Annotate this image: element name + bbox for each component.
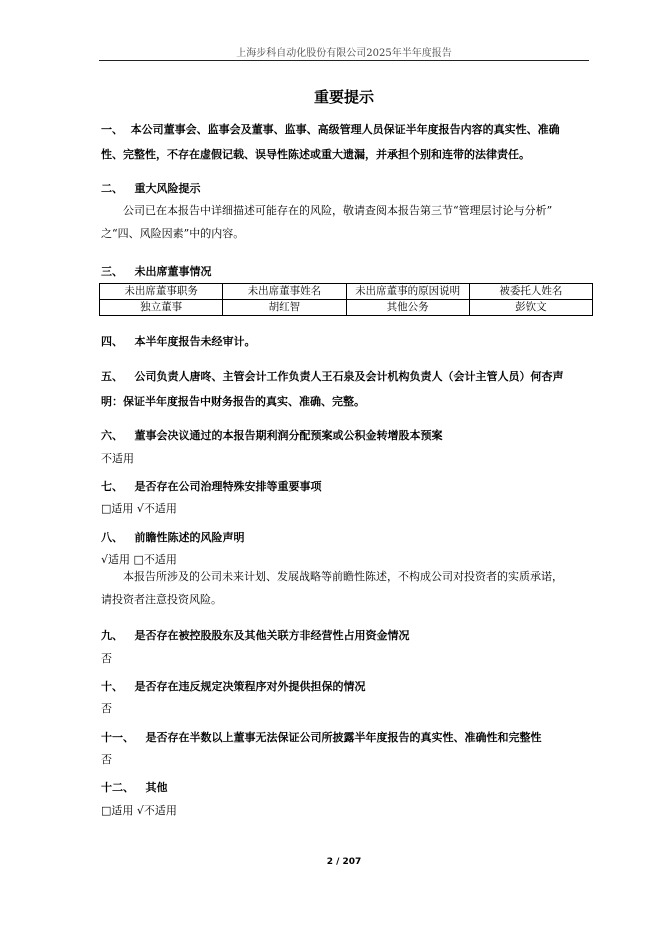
section-6-answer: 不适用 [101, 452, 134, 465]
section-12-heading [101, 779, 168, 795]
section-5 [101, 364, 593, 414]
table-header-cell: 未出席董事的原因说明 [346, 284, 469, 300]
page-title: 重要提示 [313, 88, 374, 106]
section-9-number: 九、 [101, 629, 123, 642]
section-10-heading [101, 678, 366, 694]
table-header-cell: 被委托人姓名 [469, 284, 592, 300]
section-2-text-line-1: 公司已在本报告中详细描述可能存在的风险，敬请查阅本报告第三节“管理层讨论与分析” [123, 204, 553, 217]
section-1 [101, 117, 593, 167]
table-cell: 胡红智 [223, 300, 346, 316]
section-8-heading [101, 529, 245, 545]
section-7-heading [101, 478, 322, 494]
section-12-number: 十二、 [101, 781, 134, 794]
section-9-heading [101, 627, 410, 643]
section-12-answer: □适用 √不适用 [101, 804, 177, 817]
section-4-heading [101, 333, 256, 349]
section-8-text-line-2: 请投资者注意投资风险。 [101, 593, 222, 606]
section-6-number: 六、 [101, 429, 123, 442]
section-8-text-line-1: 本报告所涉及的公司未来计划、发展战略等前瞻性陈述，不构成公司对投资者的实质承诺， [123, 570, 563, 583]
section-11-answer: 否 [101, 753, 112, 766]
section-8-number: 八、 [101, 531, 123, 544]
section-3-number: 三、 [101, 265, 123, 278]
section-1-number: 一、 [101, 123, 123, 136]
section-7-title: 是否存在公司治理特殊安排等重要事项 [134, 480, 322, 493]
section-1-line-2: 性、完整性，不存在虚假记载、误导性陈述或重大遗漏，并承担个别和连带的法律责任。 [101, 148, 530, 161]
page-number: 2 / 207 [326, 857, 362, 867]
section-7-answer: □适用 √不适用 [101, 502, 177, 515]
section-5-line-2: 明：保证半年度报告中财务报告的真实、准确、完整。 [101, 395, 365, 408]
section-4-number: 四、 [101, 335, 123, 348]
section-10-title: 是否存在违反规定决策程序对外提供担保的情况 [134, 680, 366, 693]
section-10-number: 十、 [101, 680, 123, 693]
section-3-heading [101, 263, 212, 279]
table-header-cell: 未出席董事姓名 [223, 284, 346, 300]
section-2-text-line-2: 之“四、风险因素”中的内容。 [101, 227, 245, 240]
section-9-answer: 否 [101, 652, 112, 665]
table-cell: 彭钦文 [469, 300, 592, 316]
section-4-title: 本半年度报告未经审计。 [134, 335, 256, 348]
section-5-number: 五、 [101, 370, 123, 383]
table-cell: 其他公务 [346, 300, 469, 316]
section-11-number: 十一、 [101, 731, 134, 744]
section-2-heading [101, 180, 201, 196]
section-2-title: 重大风险提示 [134, 182, 201, 195]
section-5-line-1: 公司负责人唐咚、主管会计工作负责人王石泉及会计机构负责人（会计主管人员）何杏声 [134, 370, 564, 383]
table-header-cell: 未出席董事职务 [100, 284, 223, 300]
section-7-number: 七、 [101, 480, 123, 493]
table-row [100, 300, 593, 316]
section-11-heading [101, 729, 542, 745]
section-6-title: 董事会决议通过的本报告期利润分配预案或公积金转增股本预案 [134, 429, 443, 442]
header-divider [99, 60, 589, 61]
section-12-title: 其他 [145, 781, 168, 794]
section-10-answer: 否 [101, 702, 112, 715]
section-9-title: 是否存在被控股股东及其他关联方非经营性占用资金情况 [134, 629, 410, 642]
table-header-row [100, 284, 593, 300]
section-6-heading [101, 427, 443, 443]
section-8-title: 前瞻性陈述的风险声明 [134, 531, 245, 544]
section-3-title: 未出席董事情况 [134, 265, 212, 278]
table-cell: 独立董事 [100, 300, 223, 316]
page-header: 上海步科自动化股份有限公司2025年半年度报告 [236, 48, 452, 59]
section-8-answer: √适用 □不适用 [101, 553, 177, 566]
absent-directors-table [99, 283, 593, 316]
section-2-number: 二、 [101, 182, 123, 195]
section-1-line-1: 本公司董事会、监事会及董事、监事、高级管理人员保证半年度报告内容的真实性、准确 [130, 123, 560, 136]
section-11-title: 是否存在半数以上董事无法保证公司所披露半年度报告的真实性、准确性和完整性 [145, 731, 542, 744]
